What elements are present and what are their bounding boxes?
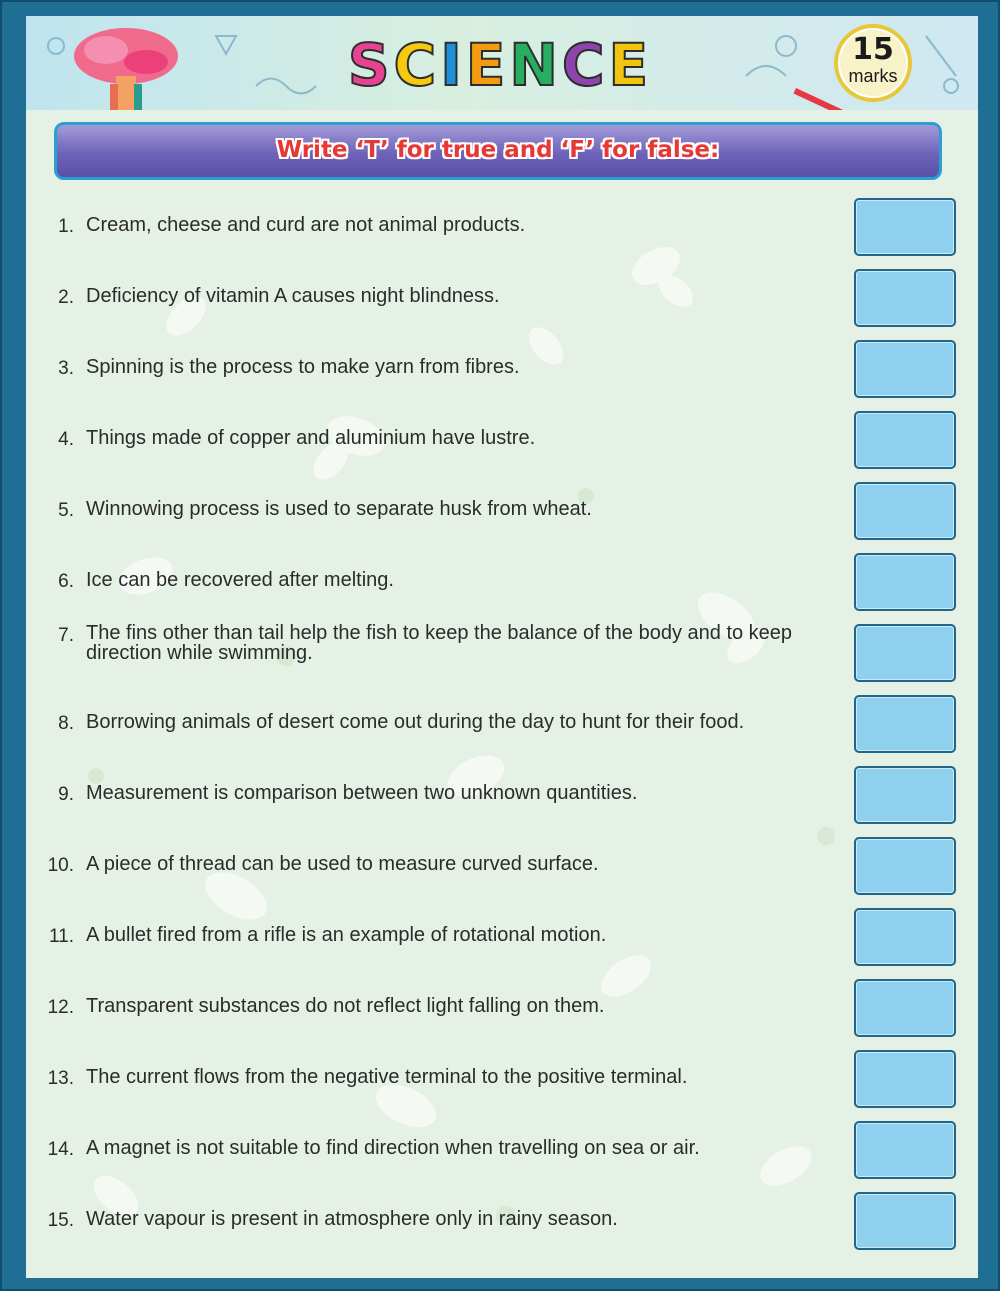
answer-box-3[interactable]	[854, 340, 956, 398]
worksheet-page	[26, 16, 978, 1278]
answer-box-5[interactable]	[854, 482, 956, 540]
logo-letter: C	[561, 31, 607, 99]
question-number: 8.	[58, 713, 74, 734]
question-text: Transparent substances do not reflect light falling on them.	[86, 995, 605, 1017]
question-number: 13.	[47, 1068, 74, 1089]
logo-letter: S	[347, 31, 392, 99]
answer-box-2[interactable]	[854, 269, 956, 327]
question-number: 3.	[58, 358, 74, 379]
answer-box-12[interactable]	[854, 979, 956, 1037]
question-number: 14.	[47, 1139, 74, 1160]
logo-letter: E	[465, 31, 508, 99]
logo-letter: N	[509, 31, 560, 99]
question-number: 15.	[47, 1210, 74, 1231]
question-number: 6.	[58, 571, 74, 592]
question-text: Things made of copper and aluminium have lustre.	[86, 427, 536, 449]
answer-box-6[interactable]	[854, 553, 956, 611]
question-text: Winnowing process is used to separate husk from wheat.	[86, 498, 592, 520]
question-text: Cream, cheese and curd are not animal products.	[86, 214, 526, 236]
question-list	[26, 16, 978, 1278]
instruction-text: Write ‘T’ for true and ‘F’ for false:	[276, 137, 720, 163]
question-number: 10.	[47, 855, 74, 876]
question-text: The fins other than tail help the fish to keep the balance of the body and to keep direction while swimming.	[86, 622, 793, 664]
question-number: 12.	[47, 997, 74, 1018]
answer-box-7[interactable]	[854, 624, 956, 682]
answer-box-10[interactable]	[854, 837, 956, 895]
logo-letter: E	[608, 31, 651, 99]
question-text: Deficiency of vitamin A causes night blindness.	[86, 285, 500, 307]
question-number: 9.	[58, 784, 74, 805]
question-text: Borrowing animals of desert come out during the day to hunt for their food.	[86, 711, 745, 733]
logo-letter: I	[440, 31, 464, 99]
answer-box-14[interactable]	[854, 1121, 956, 1179]
question-text: A magnet is not suitable to find direction when travelling on sea or air.	[86, 1137, 700, 1159]
answer-box-9[interactable]	[854, 766, 956, 824]
question-text: A piece of thread can be used to measure curved surface.	[86, 853, 599, 875]
question-number: 7.	[58, 625, 74, 646]
question-text: Ice can be recovered after melting.	[86, 569, 394, 591]
marks-label: marks	[848, 66, 898, 86]
logo-letter: C	[393, 31, 439, 99]
question-text: The current flows from the negative terminal to the positive terminal.	[86, 1066, 688, 1088]
question-number: 4.	[58, 429, 74, 450]
question-number: 11.	[48, 926, 74, 947]
answer-box-15[interactable]	[854, 1192, 956, 1250]
answer-box-4[interactable]	[854, 411, 956, 469]
question-text: Water vapour is present in atmosphere only in rainy season.	[86, 1208, 618, 1230]
question-number: 5.	[58, 500, 74, 521]
question-number: 2.	[58, 287, 74, 308]
answer-box-13[interactable]	[854, 1050, 956, 1108]
question-text: A bullet fired from a rifle is an example of rotational motion.	[86, 924, 607, 946]
marks-number: 15	[852, 32, 894, 67]
answer-box-11[interactable]	[854, 908, 956, 966]
question-text: Spinning is the process to make yarn from fibres.	[86, 356, 520, 378]
answer-box-1[interactable]	[854, 198, 956, 256]
answer-box-8[interactable]	[854, 695, 956, 753]
question-text: Measurement is comparison between two unknown quantities.	[86, 782, 638, 804]
question-number: 1.	[58, 216, 74, 237]
